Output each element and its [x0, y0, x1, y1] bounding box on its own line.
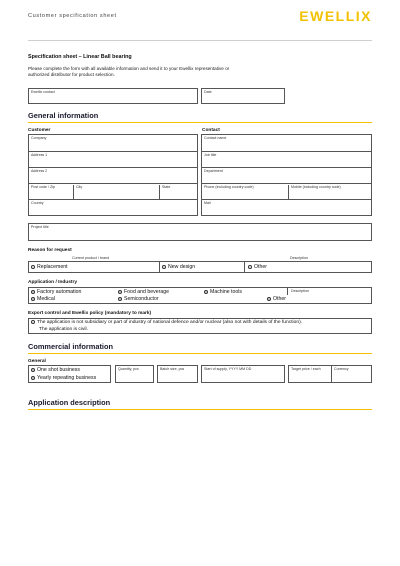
machine-tools-option[interactable]: Machine tools	[204, 289, 242, 295]
medical-option[interactable]: Medical	[31, 296, 55, 302]
ewellix-contact-field[interactable]: Ewellix contact	[28, 88, 198, 104]
radio-icon	[118, 297, 122, 301]
radio-icon	[162, 265, 166, 269]
current-product-label: Current product / brand	[72, 256, 110, 260]
reason-other-option[interactable]: Other	[248, 264, 267, 270]
date-field[interactable]: Date	[201, 88, 285, 104]
contact-box	[201, 134, 372, 216]
application-description-heading: Application description	[28, 398, 111, 407]
export-not-defence-option[interactable]: The application is not subsidiary or part of industry of national defence and/or nuclear (also not with details of the function).	[31, 320, 302, 325]
city-field[interactable]: City	[73, 185, 82, 199]
export-civil-text: The application is civil.	[39, 327, 88, 332]
mobile-field[interactable]: Mobile (including country code)	[288, 185, 341, 199]
radio-icon	[31, 297, 35, 301]
factory-automation-option[interactable]: Factory automation	[31, 289, 81, 295]
reason-replacement-option[interactable]: Replacement	[31, 264, 68, 270]
commercial-information-heading: Commercial information	[28, 342, 114, 351]
business-type-box	[28, 365, 111, 383]
reason-description-label: Description	[290, 256, 308, 260]
batch-size-field[interactable]: Batch size, pcs	[157, 365, 198, 383]
state-field[interactable]: State	[159, 185, 170, 199]
radio-icon	[118, 290, 122, 294]
phone-field[interactable]: Phone (including country code)	[204, 185, 254, 189]
export-heading: Export control and Ewellix policy (mandatory to mark)	[28, 311, 152, 316]
company-field[interactable]: Company	[31, 136, 47, 140]
sheet-title: Specification sheet – Linear Ball bearing	[28, 54, 132, 60]
contact-name-field[interactable]: Contact name	[204, 136, 227, 140]
export-box	[28, 318, 372, 334]
radio-icon	[204, 290, 208, 294]
section-divider	[28, 353, 372, 354]
job-title-field[interactable]: Job title	[204, 153, 217, 157]
yearly-repeating-option[interactable]: Yearly repeating business	[31, 375, 96, 381]
section-divider	[28, 409, 372, 410]
application-other-option[interactable]: Other	[267, 296, 286, 302]
radio-icon	[248, 265, 252, 269]
price-currency-box	[288, 365, 372, 383]
ewellix-logo: EWELLIX	[299, 8, 372, 24]
section-divider	[28, 122, 372, 123]
customer-box	[28, 134, 198, 216]
document-header-title: Customer specification sheet	[28, 13, 117, 19]
radio-icon	[31, 265, 35, 269]
one-shot-business-option[interactable]: One shot business	[31, 367, 80, 373]
radio-icon	[31, 376, 35, 380]
radio-icon	[31, 368, 35, 372]
intro-text: Please complete the form with all available information and send it to your Ewellix representative or authorized distributor for product selection.	[28, 66, 230, 77]
reason-heading: Reason for request	[28, 248, 72, 253]
radio-icon	[31, 290, 35, 294]
currency-field[interactable]: Currency	[331, 366, 349, 383]
semiconductor-option[interactable]: Semiconductor	[118, 296, 159, 302]
customer-heading: Customer	[28, 128, 51, 133]
radio-icon	[267, 297, 271, 301]
reason-new-design-option[interactable]: New design	[162, 264, 195, 270]
header-divider	[28, 40, 372, 41]
postcode-field[interactable]: Post code / Zip	[31, 185, 55, 189]
country-field[interactable]: Country	[31, 201, 44, 205]
contact-heading: Contact	[202, 128, 220, 133]
quantity-field[interactable]: Quantity, pcs	[115, 365, 154, 383]
application-heading: Application / Industry	[28, 280, 78, 285]
mail-field[interactable]: Mail	[204, 201, 211, 205]
commercial-general-heading: General	[28, 359, 46, 364]
target-price-field[interactable]: Target price / each	[291, 367, 321, 371]
address2-field[interactable]: Address 2	[31, 169, 48, 173]
project-title-field[interactable]: Project title	[28, 223, 372, 241]
general-information-heading: General information	[28, 111, 99, 120]
address1-field[interactable]: Address 1	[31, 153, 48, 157]
application-box	[28, 287, 372, 304]
food-beverage-option[interactable]: Food and beverage	[118, 289, 169, 295]
application-description-label: Description	[291, 289, 309, 293]
department-field[interactable]: Department	[204, 169, 223, 173]
start-of-supply-field[interactable]: Start of supply, YYYY MM DD	[201, 365, 285, 383]
radio-icon	[31, 320, 35, 324]
reason-box	[28, 261, 372, 273]
